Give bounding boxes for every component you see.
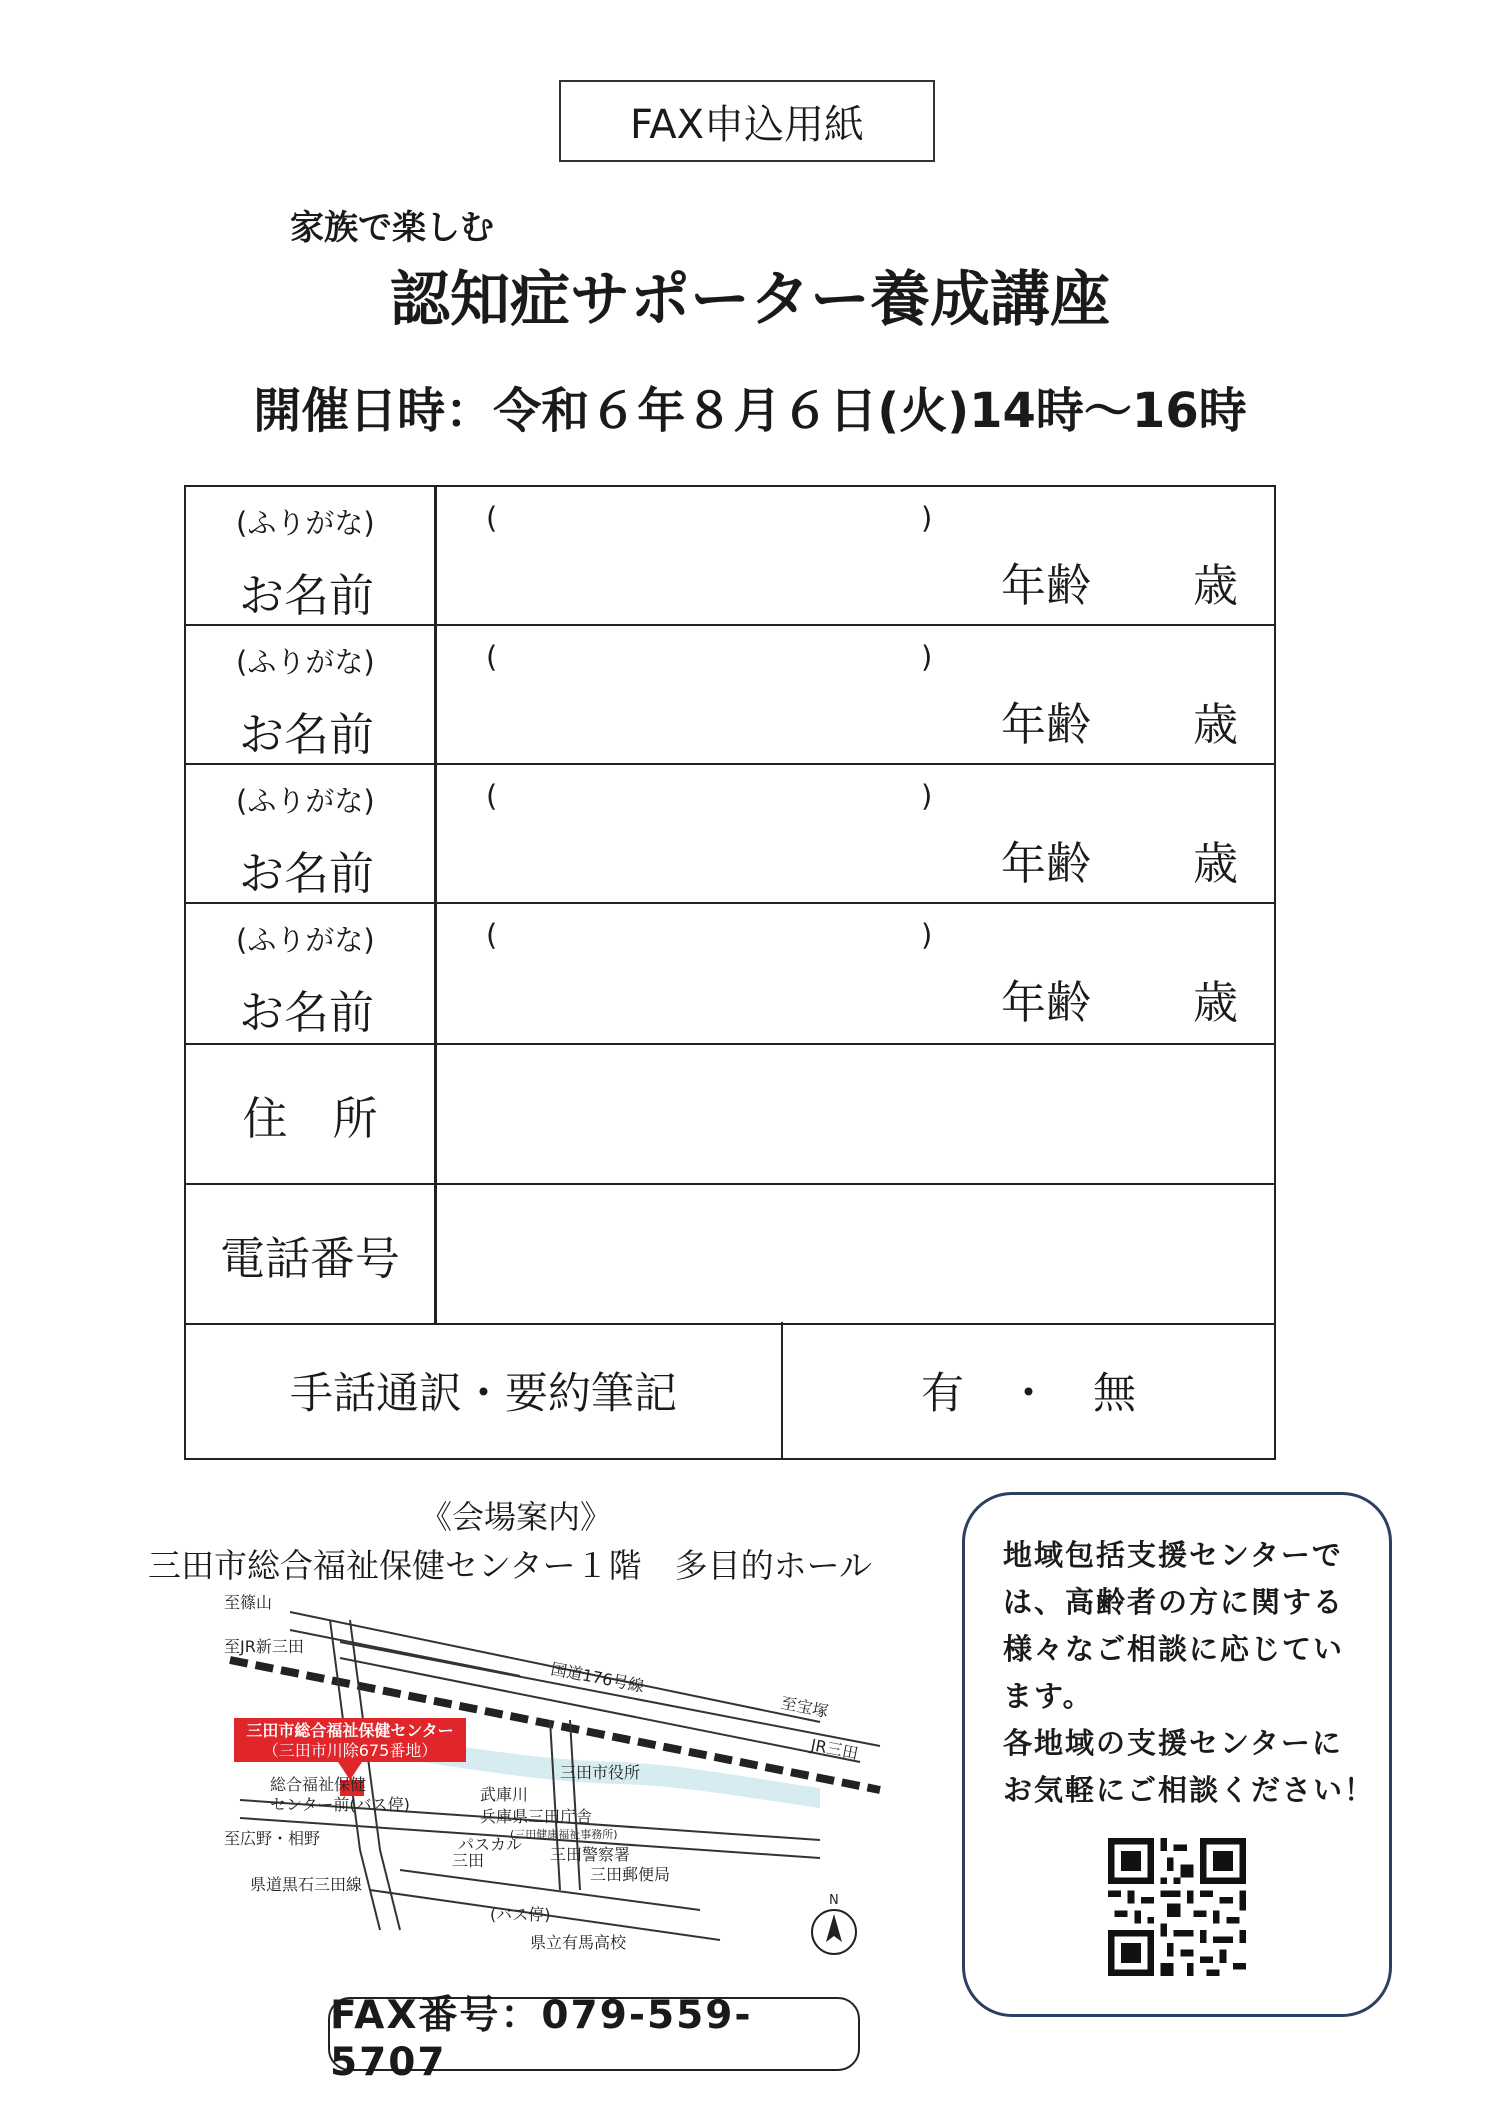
name-row <box>186 765 1274 904</box>
furigana-paren-close: ) <box>921 779 933 813</box>
map-label-bus-stop: (バス停) <box>490 1905 551 1924</box>
furigana-label: (ふりがな) <box>236 923 375 957</box>
age-label: 年齢 <box>1001 837 1092 890</box>
map-label-hirono: 至広野・相野 <box>224 1829 321 1848</box>
address-label: 住 所 <box>186 1045 437 1183</box>
info-line: 様々なご相談に応じてい <box>1003 1632 1345 1666</box>
venue-map <box>220 1590 900 1970</box>
info-line: 各地域の支援センターに <box>1003 1726 1343 1760</box>
map-label-sasayama: 至篠山 <box>224 1593 273 1612</box>
map-label-arima-hs: 県立有馬高校 <box>530 1933 627 1952</box>
age-label: 年齢 <box>1001 976 1092 1029</box>
venue-name: 三田市総合福祉保健センター１階 多目的ホール <box>148 1546 873 1585</box>
furigana-label: (ふりがな) <box>236 645 375 679</box>
map-label-route-kurokoishi: 県道黒石三田線 <box>250 1875 363 1894</box>
info-line: は、高齢者の方に関する <box>1003 1585 1345 1619</box>
furigana-paren-close: ) <box>921 640 933 674</box>
name-label-cell <box>186 487 437 624</box>
map-label-jr-sanda: JR三田 <box>809 1735 860 1764</box>
name-label-cell <box>186 904 437 1043</box>
map-label-bus-stop-center-2: センター前(バス停) <box>270 1795 410 1814</box>
furigana-paren-open: ( <box>486 640 498 674</box>
map-label-jr-shinsanda: 至JR新三田 <box>224 1637 304 1656</box>
map-label-city-hall: 三田市役所 <box>560 1763 641 1782</box>
name-label: お名前 <box>239 986 375 1039</box>
road-line <box>570 1720 580 1890</box>
qr-code-icon[interactable] <box>1108 1838 1246 1976</box>
map-label-takarazuka: 至宝塚 <box>779 1693 830 1722</box>
info-line: 地域包括支援センターで <box>1003 1538 1343 1572</box>
map-label-bus-stop-center-1: 総合福祉保健 <box>270 1775 367 1794</box>
name-row <box>186 487 1274 626</box>
furigana-label: (ふりがな) <box>236 784 375 818</box>
map-label-route176: 国道176号線 <box>549 1659 646 1696</box>
name-label: お名前 <box>239 569 375 622</box>
name-label-cell <box>186 626 437 763</box>
sign-language-row <box>186 1322 1274 1458</box>
map-label-prefectural-office: 兵庫県三田庁舎 <box>480 1807 593 1826</box>
address-row <box>186 1045 1274 1185</box>
phone-label: 電話番号 <box>186 1185 437 1323</box>
furigana-paren-open: ( <box>486 501 498 535</box>
age-unit: 歳 <box>1193 976 1239 1029</box>
north-arrow-pointer <box>826 1914 842 1942</box>
furigana-paren-open: ( <box>486 918 498 952</box>
venue-heading: 《会場案内》 <box>420 1498 613 1536</box>
road-line <box>550 1720 560 1890</box>
event-title: 認知症サポーター養成講座 <box>390 265 1110 335</box>
name-label: お名前 <box>239 708 375 761</box>
map-label-pascal: パスカル <box>458 1835 523 1854</box>
name-label: お名前 <box>239 847 375 900</box>
map-label-mukogawa: 武庫川 <box>480 1785 529 1804</box>
fax-form-label: FAX申込用紙 <box>559 80 935 162</box>
info-line: ます。 <box>1003 1679 1094 1713</box>
application-form-table <box>184 485 1276 1460</box>
map-label-center-name: 三田市総合福祉保健センター <box>246 1721 454 1740</box>
map-label-north: N <box>829 1893 839 1908</box>
name-row <box>186 904 1274 1045</box>
map-label-pascal-sanda: 三田 <box>452 1851 485 1870</box>
phone-row <box>186 1185 1274 1325</box>
age-label: 年齢 <box>1001 559 1092 612</box>
map-label-post-office: 三田郵便局 <box>590 1865 671 1884</box>
event-subtitle: 家族で楽しむ <box>290 208 494 248</box>
name-label-cell <box>186 765 437 902</box>
map-label-center-address: （三田市川除675番地） <box>262 1741 438 1760</box>
furigana-paren-open: ( <box>486 779 498 813</box>
age-unit: 歳 <box>1193 698 1239 751</box>
name-row <box>186 626 1274 765</box>
event-datetime: 開催日時：令和６年８月６日(火)14時～16時 <box>253 383 1247 439</box>
age-label: 年齢 <box>1001 698 1092 751</box>
furigana-label: (ふりがな) <box>236 506 375 540</box>
furigana-paren-close: ) <box>921 501 933 535</box>
furigana-paren-close: ) <box>921 918 933 952</box>
age-unit: 歳 <box>1193 559 1239 612</box>
fax-number: FAX番号：079-559-5707 <box>328 1997 860 2071</box>
sign-language-label: 手話通訳・要約筆記 <box>186 1322 783 1458</box>
info-line: お気軽にご相談ください！ <box>1003 1773 1376 1807</box>
map-label-police: 三田警察署 <box>550 1845 631 1864</box>
map-label-welfare-office: (三田健康福祉事務所) <box>510 1828 618 1841</box>
age-unit: 歳 <box>1193 837 1239 890</box>
sign-language-options: 有 ・ 無 <box>921 1368 1136 1419</box>
